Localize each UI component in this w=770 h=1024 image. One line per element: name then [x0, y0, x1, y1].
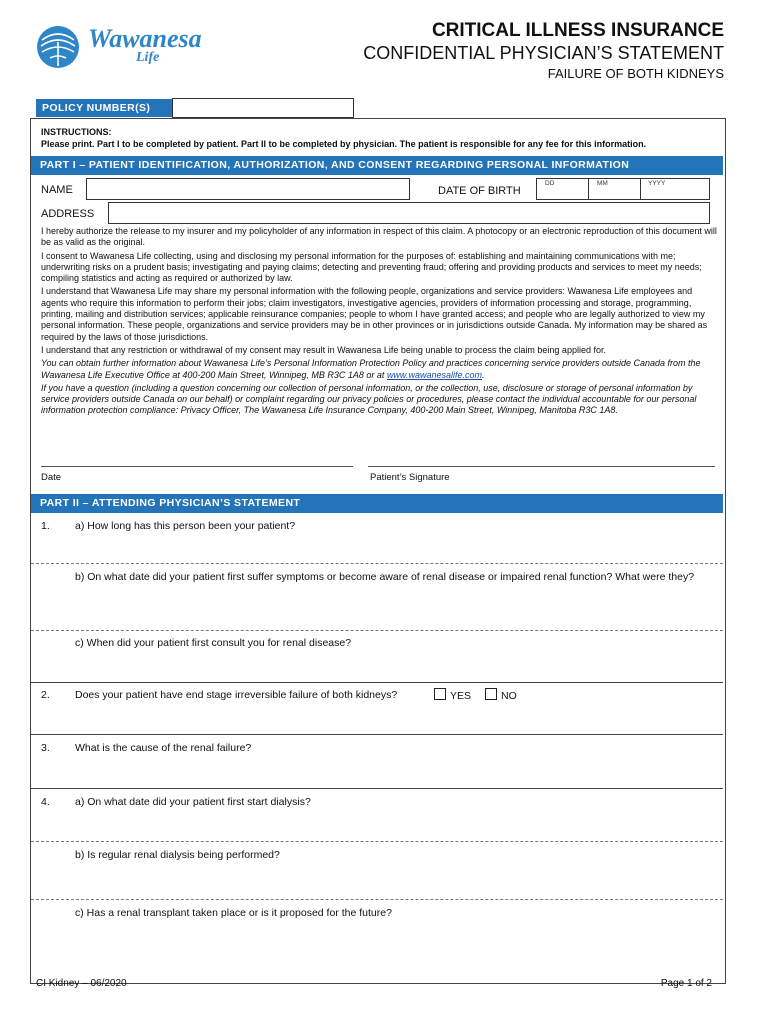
q4b-text: b) Is regular renal dialysis being performed? [75, 849, 280, 861]
privacy-info-text: You can obtain further information about Wawanesa Life’s Personal Information Protection Policy and practices concerning service providers outside Canada from the Wawanesa Life Executive Office at 400-200 Main Street, Winnipeg, MB R3C 1A8 or at [41, 358, 701, 380]
logo-wordmark: Wawanesa [88, 24, 202, 53]
yes-option[interactable] [434, 688, 471, 703]
q4-number: 4. [41, 796, 50, 808]
divider [31, 788, 723, 789]
signature-line[interactable] [368, 466, 715, 467]
name-field[interactable] [86, 178, 410, 200]
date-line[interactable] [41, 466, 353, 467]
part1-header: PART I – PATIENT IDENTIFICATION, AUTHORIZATION, AND CONSENT REGARDING PERSONAL INFORMATION [31, 156, 723, 175]
doc-subject: FAILURE OF BOTH KIDNEYS [547, 66, 724, 81]
address-label: ADDRESS [41, 208, 95, 220]
no-label: NO [501, 690, 517, 702]
divider [31, 682, 723, 683]
policy-number-label: POLICY NUMBER(S) [36, 99, 172, 117]
date-label: Date [41, 472, 62, 483]
divider [31, 899, 723, 900]
dob-dd: DD [545, 180, 555, 187]
q2-number: 2. [41, 689, 50, 701]
wawanesa-logo [36, 22, 216, 72]
dob-divider [640, 178, 641, 200]
name-label: NAME [41, 184, 73, 196]
form-code: CI Kidney – 06/2020 [36, 978, 127, 989]
q1b-text: b) On what date did your patient first suffer symptoms or become aware of renal disease or impaired renal function? What were they? [75, 571, 695, 583]
yes-checkbox[interactable] [434, 688, 446, 700]
q1-number: 1. [41, 520, 50, 532]
dob-mm: MM [597, 180, 608, 187]
q3-text: What is the cause of the renal failure? [75, 742, 252, 754]
privacy-info-end: . [481, 369, 485, 380]
website-link[interactable]: www.wawanesalife.com [386, 369, 482, 380]
page-number: Page 1 of 2 [660, 978, 712, 989]
consent-paragraph: I consent to Wawanesa Life collecting, using and disclosing my personal information for the purposes of: establishing and maintaining communications with me; underwriting risks on a prudent basis; investigating and paying claims; detecting and preventing fraud; offering and providing products and services to meet my needs; compiling statistics and acting as required or authorized by law. [41, 250, 702, 284]
doc-title: CRITICAL ILLNESS INSURANCE [431, 20, 724, 41]
dob-divider [588, 178, 589, 200]
instructions [41, 126, 646, 150]
policy-number-field[interactable] [172, 98, 354, 118]
q4a-text: a) On what date did your patient first start dialysis? [75, 796, 311, 808]
divider [31, 841, 723, 842]
q1c-text: c) When did your patient first consult you for renal disease? [75, 637, 352, 649]
q4c-text: c) Has a renal transplant taken place or is it proposed for the future? [75, 907, 392, 919]
consent-paragraph: I hereby authorize the release to my insurer and my policyholder of any information in respect of this claim. A photocopy or an electronic reproduction of this document will be as valid as the original. [41, 226, 717, 248]
q3-number: 3. [41, 742, 50, 754]
logo-sub: Life [136, 50, 160, 65]
dob-yyyy: YYYY [648, 180, 666, 187]
instructions-text: Please print. Part I to be completed by patient. Part II to be completed by physician. The patient is responsible for any fee for this information. [41, 139, 647, 149]
privacy-info-paragraph [41, 358, 717, 381]
divider [31, 734, 723, 735]
divider [31, 563, 723, 564]
instructions-heading: INSTRUCTIONS: [41, 127, 112, 137]
part2-header: PART II – ATTENDING PHYSICIAN’S STATEMENT [31, 494, 723, 513]
consent-paragraph: I understand that any restriction or withdrawal of my consent may result in Wawanesa Life being unable to process the claim being applied for. [41, 344, 606, 355]
address-field[interactable] [108, 202, 710, 224]
q2-text: Does your patient have end stage irreversible failure of both kidneys? [75, 689, 398, 701]
doc-subtitle: CONFIDENTIAL PHYSICIAN’S STATEMENT [363, 43, 724, 63]
no-option[interactable] [485, 688, 517, 703]
signature-label: Patient’s Signature [370, 472, 450, 483]
q1a-text: a) How long has this person been your patient? [75, 520, 296, 532]
privacy-contact-paragraph: If you have a question (including a question concerning our collection of personal information, or the collection, use, disclosure or storage of personal information by service providers outside Canada on our behalf) or complaint regarding our privacy policies or procedures, please contact the individual accountable for our personal information protection compliance: Privacy Officer, The Wawanesa Life Insurance Company, 400-200 Main Street, Winnipeg, Manitoba R3C 1A8. [41, 382, 697, 416]
dob-field[interactable] [536, 178, 710, 200]
dob-label: DATE OF BIRTH [438, 185, 521, 197]
consent-paragraph: I understand that Wawanesa Life may share my personal information with the following people, organizations and service providers: Wawanesa Life employees and agents who require this information to perform their jobs; claim investigators, investigative agencies, providers of information processing and storage, programming, printing, mailing and distribution services; applicable reinsurance companies; people to whom I have granted access; and people who are legally authorized to view my personal information. These people, organizations and service providers may be in other provinces or in jurisdictions outside Canada. My information may be shared as required by the laws of those jurisdictions. [41, 286, 708, 342]
consent-text [41, 226, 717, 419]
yes-label: YES [450, 690, 472, 702]
no-checkbox[interactable] [485, 688, 497, 700]
divider [31, 630, 723, 631]
